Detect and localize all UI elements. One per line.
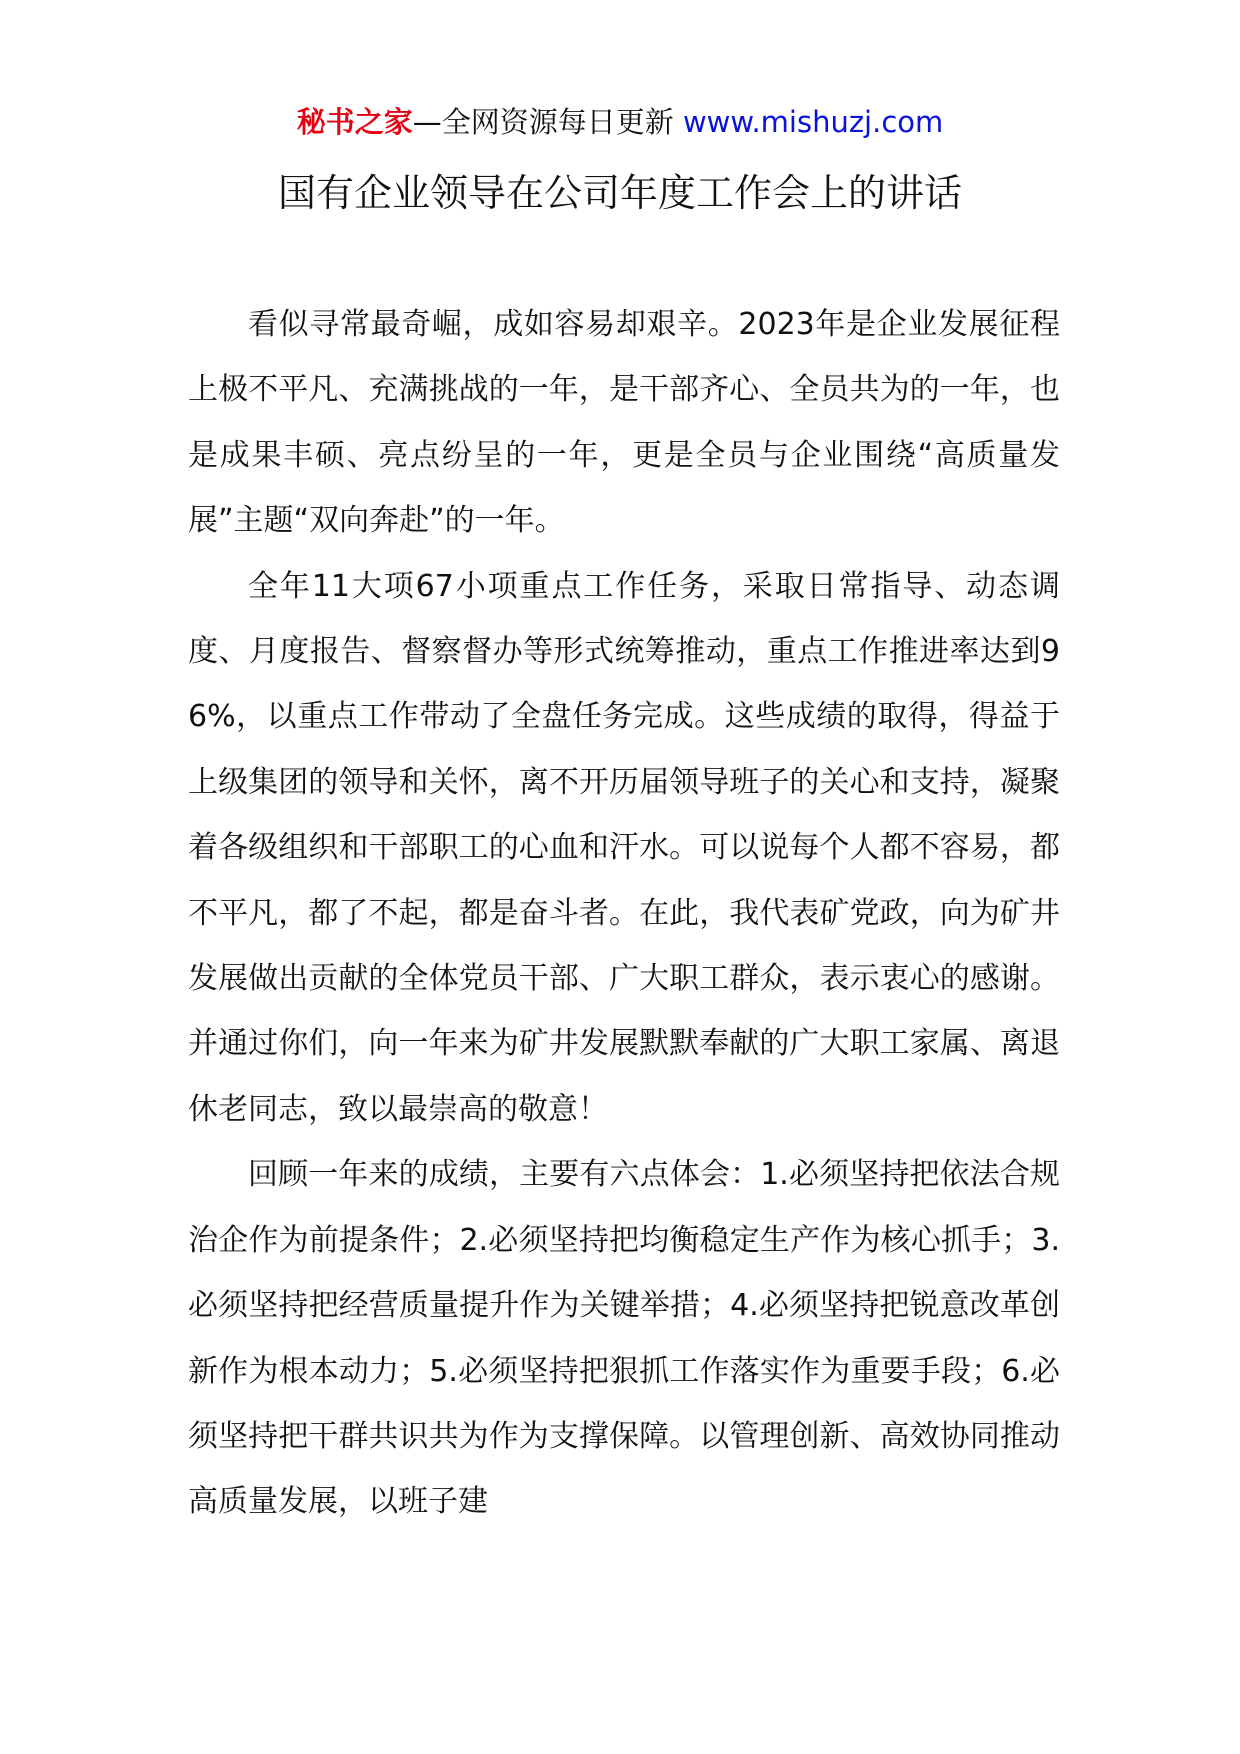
page-header bbox=[0, 100, 1240, 144]
brand-name: 秘书之家 bbox=[296, 105, 413, 139]
document-body bbox=[188, 292, 1060, 1535]
header-tagline: —全网资源每日更新 bbox=[412, 105, 674, 139]
paragraph-2: 全年11大项67小项重点工作任务，采取日常指导、动态调度、月度报告、督察督办等形式统筹推动，重点工作推进率达到96%，以重点工作带动了全盘任务完成。这些成绩的取得，得益于上级集团的领导和关怀，离不开历届领导班子的关心和支持，凝聚着各级组织和干部职工的心血和汗水。可以说每个人都不容易，都不平凡，都了不起，都是奋斗者。在此，我代表矿党政，向为矿井发展做出贡献的全体党员干部、广大职工群众，表示衷心的感谢。并通过你们，向一年来为矿井发展默默奉献的广大职工家属、离退休老同志，致以最崇高的敬意！ bbox=[188, 568, 1060, 1127]
paragraph-1: 看似寻常最奇崛，成如容易却艰辛。2023年是企业发展征程上极不平凡、充满挑战的一年，是干部齐心、全员共为的一年，也是成果丰硕、亮点纷呈的一年，更是全员与企业围绕“高质量发展”主题“双向奔赴”的一年。 bbox=[188, 307, 1060, 539]
document-title: 国有企业领导在公司年度工作会上的讲话 bbox=[277, 171, 962, 215]
website-link[interactable]: www.mishuzj.com bbox=[682, 105, 944, 139]
paragraph-3: 回顾一年来的成绩，主要有六点体会：1.必须坚持把依法合规治企作为前提条件；2.必须坚持把均衡稳定生产作为核心抓手；3.必须坚持把经营质量提升作为关键举措；4.必须坚持把锐意改革创新作为根本动力；5.必须坚持把狠抓工作落实作为重要手段；6.必须坚持把干群共识共为作为支撑保障。以管理创新、高效协同推动高质量发展，以班子建 bbox=[188, 1157, 1060, 1520]
